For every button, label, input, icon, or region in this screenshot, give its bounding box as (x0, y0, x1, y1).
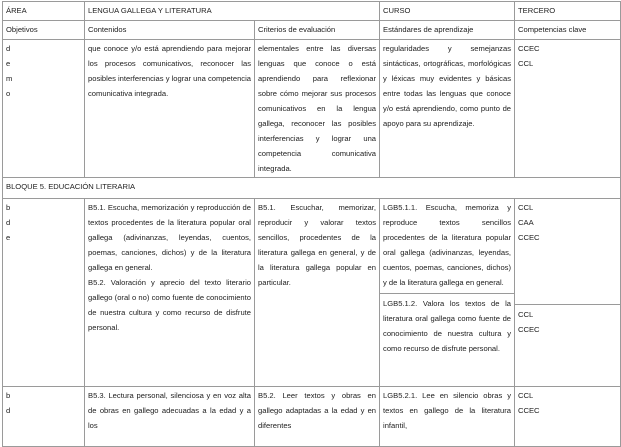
competences-group (515, 304, 620, 337)
area-label: ÁREA (3, 2, 85, 21)
standard-cell (380, 199, 515, 387)
competences-cell (515, 199, 621, 387)
objectives-cell (3, 387, 85, 447)
criteria-cell: B5.2. Leer textos y obras en gallego adaptadas a la edad y en diferentes (255, 387, 380, 447)
objectives-cell (3, 199, 85, 387)
content-cell (85, 199, 255, 387)
criteria-cell: elementales entre las diversas lenguas que conoce o está aprendiendo para reflexionar sobre cómo mejorar sus procesos comunicativos en la lengua gallega, reconocer las posibles interferencias y lograr una competencia comunicativa integrada. (255, 40, 380, 178)
competence-code: CCEC (518, 406, 540, 415)
subject-title: LENGUA GALLEGA Y LITERATURA (85, 2, 380, 21)
objectives-header: Objetivos (3, 21, 85, 40)
competences-cell (515, 387, 621, 447)
course-label: CURSO (380, 2, 515, 21)
objective-letter: d (6, 44, 11, 53)
objective-letter: d (6, 218, 11, 227)
objective-letter: b (6, 391, 11, 400)
contents-header: Contenidos (85, 21, 255, 40)
content-item: B5.1. Escucha, memorización y reproducción de textos procedentes de la literatura popular oral gallega (adivinanzas, leyendas, cuentos, poemas, canciones, dichos) y de la literatura gallega en general. (88, 203, 251, 272)
block-title: BLOQUE 5. EDUCACIÓN LITERARIA (3, 178, 621, 199)
criteria-header: Criterios de evaluación (255, 21, 380, 40)
competence-code: CAA (518, 218, 534, 227)
objective-letter: m (6, 74, 13, 83)
objective-letter: e (6, 233, 11, 242)
table-row (3, 40, 621, 178)
grade-value: TERCERO (515, 2, 621, 21)
table-row (3, 199, 621, 387)
content-cell: B5.3. Lectura personal, silenciosa y en voz alta de obras en gallego adecuadas a la edad y a los (85, 387, 255, 447)
objective-letter: o (6, 89, 11, 98)
competences-header: Competencias clave (515, 21, 621, 40)
standards-header: Estándares de aprendizaje (380, 21, 515, 40)
competence-code: CCL (518, 59, 534, 68)
table-row (3, 387, 621, 447)
standard-item: LGB5.1.2. Valora los textos de la literatura oral gallega como fuente de conocimiento de nuestra cultura y como recurso de disfrute personal. (380, 293, 514, 356)
standard-cell: LGB5.2.1. Lee en silencio obras y textos en gallego de la literatura infantil, (380, 387, 515, 447)
objective-letter: b (6, 203, 11, 212)
standard-cell: regularidades y semejanzas sintácticas, ortográficas, morfológicas y léxicas muy evidentes y básicas entre todas las lenguas que conoce y/o está aprendiendo, como punto de apoyo para su aprendizaje. (380, 40, 515, 178)
competence-code: CCEC (518, 325, 540, 334)
competence-code: CCL (518, 391, 534, 400)
objectives-cell (3, 40, 85, 178)
objective-letter: d (6, 406, 11, 415)
objective-letter: e (6, 59, 11, 68)
competence-code: CCL (518, 310, 534, 319)
standard-item: LGB5.1.1. Escucha, memoriza y reproduce textos sencillos procedentes de la literatura popular oral gallega (adivinanzas, leyendas, cuentos, poemas, canciones, dichos) y de la literatura gallega en general. (383, 203, 512, 287)
competences-cell (515, 40, 621, 178)
content-item: B5.2. Valoración y aprecio del texto literario gallego (oral o no) como fuente de conocimiento de nuestra cultura y como recurso de disfrute personal. (88, 278, 251, 332)
criteria-cell: B5.1. Escuchar, memorizar, reproducir y valorar textos sencillos, procedentes de la literatura gallega en general, y de la literatura gallega popular en particular. (255, 199, 380, 387)
header-row-1 (3, 2, 621, 21)
block-title-row (3, 178, 621, 199)
competence-code: CCEC (518, 233, 540, 242)
content-cell: que conoce y/o está aprendiendo para mejorar los procesos comunicativos, reconocer las posibles interferencias y lograr una competencia comunicativa integrada. (85, 40, 255, 178)
competence-code: CCL (518, 203, 534, 212)
competence-code: CCEC (518, 44, 540, 53)
header-row-2 (3, 21, 621, 40)
curriculum-table (2, 1, 621, 447)
